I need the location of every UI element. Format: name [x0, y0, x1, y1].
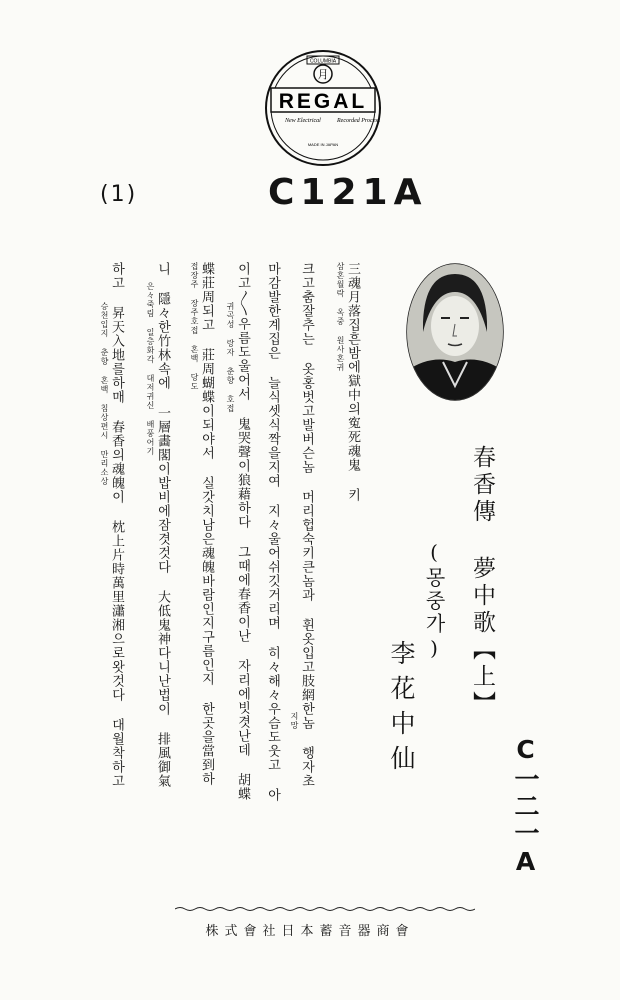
- logo-brand: REGAL: [278, 90, 368, 113]
- lyric-text: 蝶莊周되고 莊周蝴蝶이되야서 실갓치남은魂魄바람인지구름인지 한곳을當到하: [199, 262, 214, 786]
- svg-text:月: 月: [317, 68, 329, 81]
- lyric-ruby: 승천입지 춘향 혼백 침상편시 만리소상: [100, 302, 109, 486]
- side-code: C一二一A: [511, 735, 540, 878]
- logo-small-text: COLUMBIA: [309, 58, 337, 65]
- lyric-column: [290, 262, 314, 882]
- song-title-hangul: (몽중가): [422, 540, 446, 663]
- lyric-text: 하고 昇天入地를하매 春香의魂魄이 枕上片時萬里瀟湘으로왓것다 대월착하고: [109, 262, 124, 788]
- lyric-column: [336, 262, 360, 882]
- logo-left-text: New Electrical: [285, 118, 321, 124]
- decorative-divider: [175, 906, 475, 912]
- lyric-column: [226, 262, 250, 882]
- logo-right-text: Recorded Process: [337, 118, 381, 124]
- singer-name: 李花中仙: [387, 640, 416, 780]
- catalog-code: C121A: [268, 172, 428, 213]
- logo-bottom-text: MADE IN JAPAN: [307, 142, 339, 147]
- catalog-number: (1): [100, 182, 138, 207]
- lyric-column: [266, 262, 279, 882]
- lyric-text: 니 隱々한竹林속에 一層畵閣이밥비에잠겻것다 大低鬼神다니난법이 排風御氣: [155, 262, 170, 788]
- lyric-column: [190, 262, 214, 882]
- regal-label-logo: [263, 48, 383, 168]
- lyric-ruby: 지망: [290, 712, 299, 730]
- lyric-text: 三魂月落집흔밤에獄中의寃死魂鬼 키: [345, 262, 360, 502]
- lyric-ruby: 접장주 장주호접 혼백 당도: [190, 262, 199, 391]
- lyric-ruby: 귀곡성 랑자 춘향 호접: [226, 302, 235, 413]
- publisher-footer: 株式會社日本蓄音器商會: [205, 924, 415, 939]
- lyric-text: 마감발한계집은 늘식셋식짝을지여 지々울어쉬깃거리며 히々해々우슴도웃고 아: [265, 262, 280, 802]
- lyric-ruby: 은々죽림 일층화각 대저귀신 배풍어기: [146, 282, 155, 456]
- lyric-ruby: 삼혼월락 옥중 원사혼귀: [336, 262, 345, 372]
- lyric-column: [146, 262, 170, 882]
- lyric-text: 이고〳〵우름도울어서 鬼哭聲이狼藉하다 그때에春香이난 자리에빗겻난데 胡蝶: [235, 262, 250, 801]
- song-title: 春香傳 夢中歌【上】: [469, 445, 495, 718]
- lyric-text: 크고춤잘추는 옷홍벗고발버슨놈 머리헙숙키큰놈과 휜옷입고肢網한놈 행자초: [299, 262, 314, 788]
- lyric-column: [100, 262, 124, 882]
- singer-portrait: [405, 262, 505, 402]
